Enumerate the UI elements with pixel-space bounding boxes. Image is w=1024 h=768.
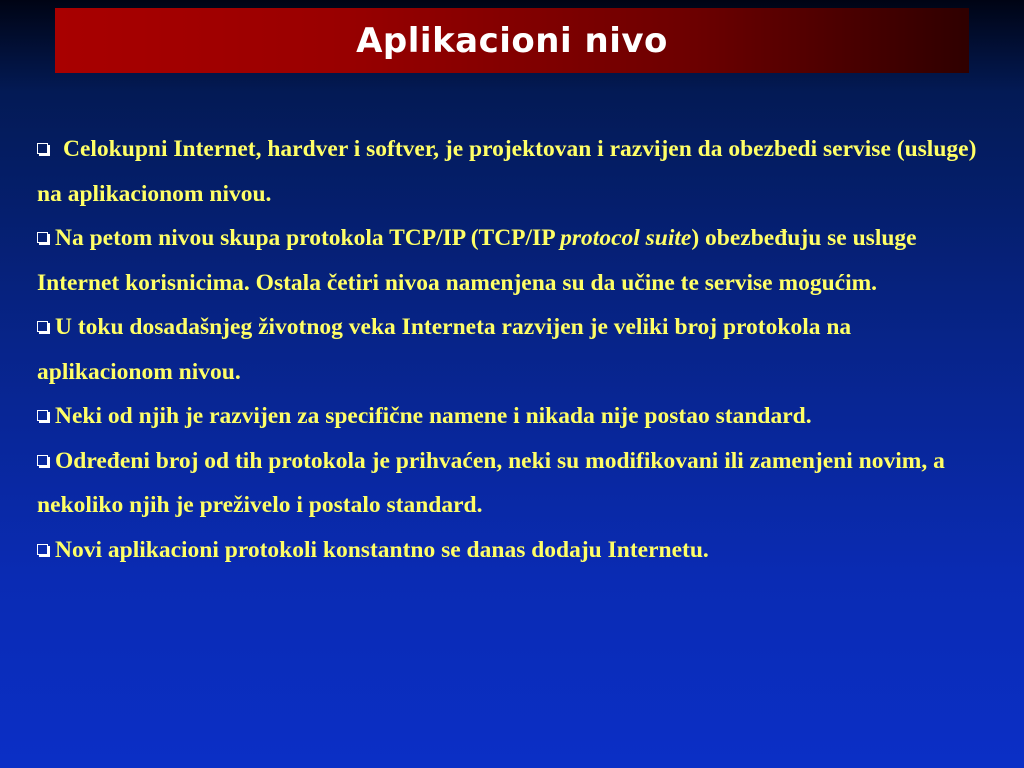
bullet-text: ) obezbeđuju se usluge Internet korisnicima. Ostala četiri nivoa namenjena su da učine te servise mogućim. — [37, 225, 917, 296]
bullet-item — [37, 528, 987, 573]
bullet-square-icon — [37, 544, 48, 555]
bullet-square-icon — [37, 410, 48, 421]
bullet-text: Celokupni Internet, hardver i softver, je projektovan i razvijen da obezbedi servise (usluge) na aplikacionom nivou. — [37, 136, 977, 207]
bullet-square-icon — [37, 143, 48, 154]
bullet-list — [37, 127, 987, 572]
bullet-square-icon — [37, 321, 48, 332]
bullet-text-italic: protocol suite — [560, 225, 692, 251]
title-banner — [55, 8, 969, 73]
slide-title: Aplikacioni nivo — [356, 20, 668, 61]
bullet-text: Novi aplikacioni protokoli konstantno se danas dodaju Internetu. — [55, 536, 709, 563]
bullet-square-icon — [37, 232, 48, 243]
bullet-text: Neki od njih je razvijen za specifične namene i nikada nije postao standard. — [55, 403, 812, 429]
bullet-item — [37, 216, 987, 305]
bullet-square-icon — [37, 455, 48, 466]
bullet-item — [37, 439, 987, 528]
bullet-text: Na petom nivou skupa protokola TCP/IP (TCP/IP — [55, 225, 561, 251]
bullet-text: U toku dosadašnjeg životnog veka Interneta razvijen je veliki broj protokola na aplikacionom nivou. — [37, 314, 852, 385]
bullet-item — [37, 305, 987, 394]
bullet-text: Određeni broj od tih protokola je prihvaćen, neki su modifikovani ili zamenjeni novim, a nekoliko njih je preživelo i postalo standard. — [37, 447, 945, 518]
bullet-item — [37, 127, 987, 216]
bullet-item — [37, 394, 987, 439]
